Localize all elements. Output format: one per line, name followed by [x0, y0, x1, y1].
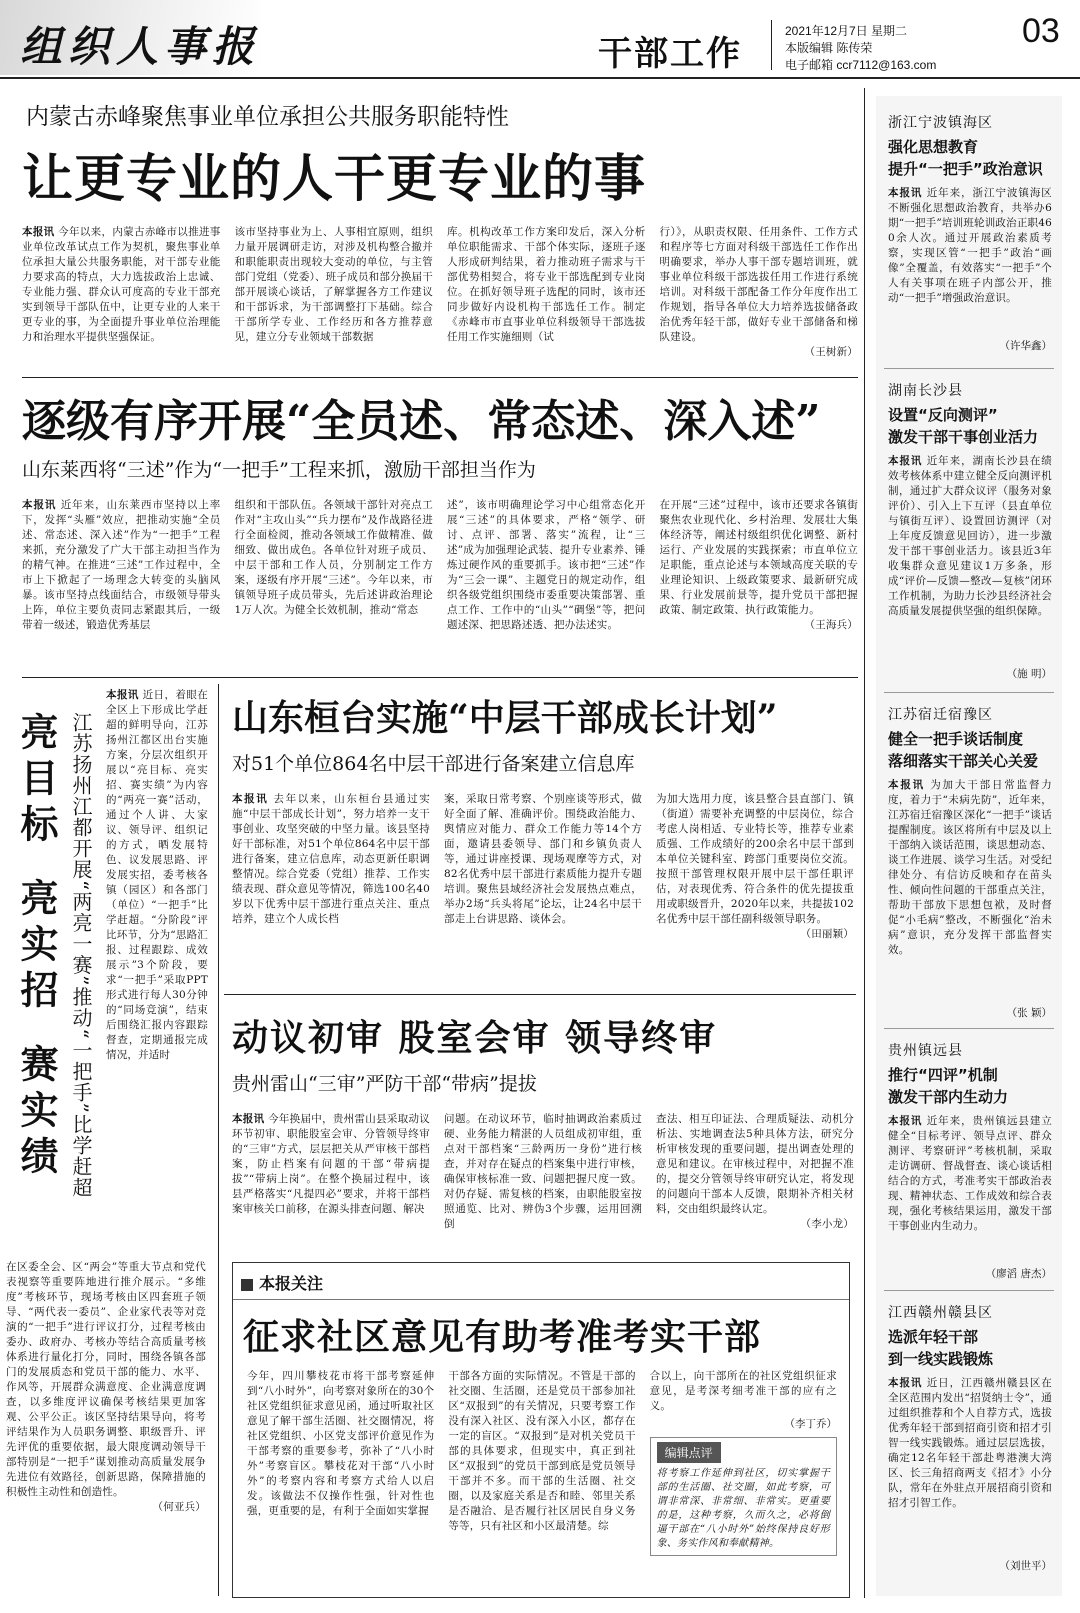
body-column: 今年，四川攀枝花市将干部考察延伸到“八小时外”，向考察对象所在的30个社区党组织征求意见函，通过听取社区意见了解干部生活圈、社交圈情况，将社区党组织、小区党支部评价意见作为干部考察的重要参考，弥补了“八小时外”考察盲区。攀枝花对干部“八小时外”的考察内容和考察方式给人以启发。该做法不仅操作性强，针对性也强，更重要的是，有利于全面如实掌握 [247, 1370, 435, 1517]
body-column [232, 1112, 430, 1267]
title-line: 健全一把手谈话制度 [888, 730, 1024, 748]
body-column-wide [6, 1260, 206, 1578]
article-title: 逐级有序开展“全员述、常态述、深入述” [22, 396, 821, 447]
body-column: 该市坚持事业为上、人事相宜原则，组织力量开展调研走访，对涉及机构整合撤并和职能职责出现较大变动的单位，与主管部门党组（党委）、班子成员和部分换届干部开展谈心谈话，了解掌握各方工作建议和干部诉求，为干部调整打下基础。综合干部所学专业、工作经历和各方推荐意见，建立分专业领域干部数据 [234, 226, 433, 343]
vertical-subtitle: 江苏扬州江都开展“两亮一赛”推动“一把手”比学赶超 [69, 712, 93, 1198]
sidebar-divider-line [884, 692, 1054, 693]
sidebar-region: 江苏宿迁宿豫区 [888, 707, 993, 723]
body-column: 库。机构改革工作方案印发后，深入分析单位职能需求、干部个体实际，逐班子逐人形成研判结果，着力推动班子需求与干部优势相契合，将专业干部选配到专业岗位。在抓好领导班子选配的同时，该市还同步做好内设机构干部选任工作。制定《赤峰市市直事业单位科级领导干部选拔任用工作实施细则（试 [447, 226, 646, 343]
title-line: 落细落实干部关心关爱 [888, 752, 1039, 770]
editor-comment-box [650, 1437, 837, 1556]
byline: （王树新） [804, 346, 858, 358]
article-body [232, 792, 854, 977]
title-part: 亮目标 [14, 712, 59, 850]
body-column [22, 225, 221, 395]
sidebar-divider-line [884, 1290, 1054, 1291]
page-number: 03 [1022, 12, 1060, 50]
section-divider [22, 377, 858, 378]
body-text: 为加大选用力度，该县整合县直部门、镇（街道）需要补充调整的中层岗位，综合考虑人岗相适、专业特长等，推荐专业素质强、工作成绩好的200余名中层干部到本单位关键科室、跨部门重要岗位交流。按照干部管理权限开展中层干部任职评估，对表现优秀、符合条件的优先提拔重用或职级晋升，2020年以来，共提拔102名优秀中层干部任副科级领导职务。 [656, 793, 854, 925]
body-column: 组织和干部队伍。各领域干部针对亮点工作对“主攻山头”“兵力摆布”及作战路径进行全面检阅，推动各领域工作做精准、做细致、做出成色。各单位针对班子成员、中层干部和工作人员，分别制定工作方案，逐级有序开展“三述”。今年以来，市镇领导班子成员带头，先后述讲政治理论1万人次。为健全长效机制，推动“常态 [234, 499, 433, 616]
byline: （刘世平） [999, 1560, 1052, 1572]
editor-comment-text: 将考察工作延伸到社区，切实掌握干部的生活圈、社交圈，如此考察，可谓非常深、非常细、非常实。更重要的是，这种考察，久而久之，必将倒逼干部在“八小时外”始终保持良好形象、务实作风和奉献精神。 [656, 1468, 830, 1549]
byline: （施 明） [1006, 668, 1052, 680]
masthead [0, 0, 1080, 75]
article-title: 动议初审 股室会审 领导终审 [232, 1017, 718, 1059]
editor-email[interactable]: 电子邮箱 ccr7112@163.com [785, 58, 937, 72]
sidebar [876, 96, 1062, 1596]
sidebar-item-zhenyuan [888, 1040, 1052, 1281]
section-divider [22, 677, 858, 678]
sidebar-text [888, 186, 1052, 336]
body-column [660, 225, 859, 395]
article-laixi [22, 385, 858, 666]
sidebar-item-changsha [888, 380, 1052, 681]
body-column [232, 792, 430, 977]
sidebar-region: 湖南长沙县 [888, 383, 963, 399]
article-title: 征求社区意见有助考准考实干部 [243, 1316, 762, 1358]
title-line: 强化思想教育 [888, 138, 979, 156]
sidebar-title [888, 1326, 1052, 1370]
issue-date: 2021年12月7日 星期二 [785, 24, 908, 38]
body-column: 案，采取日常考察、个别座谈等形式，做好全面了解、准确评价。围绕政治能力、舆情应对能力、群众工作能力等14个方面，邀请县委领导、部门和乡镇负责人等，通过讲座授课、现场观摩等方式，对82名优秀中层干部进行素质能力提升专题培训。聚焦县域经济社会发展热点难点，举办2场“兵头将尾”论坛，让24名中层干部走上台讲思路、谈体会。 [444, 793, 642, 925]
lead-label: 本报讯 [22, 226, 55, 238]
byline: （李小龙） [800, 1218, 854, 1230]
body-text: 行）》，从职责权限、任用条件、工作方式和程序等七方面对科级干部选任工作作出明确要求，举办人事干部专题培训班，就事业单位科级干部选拔任用工作进行系统培训。对科级干部配备工作分年度作出工作规划，指导各单位大力培养选拔储备政治优秀年轻干部，做好专业干部储备和梯队建设。 [659, 226, 858, 343]
body-text: 去年以来，山东桓台县通过实施“中层干部成长计划”，努力培养一支干事创业、攻坚突破的中坚力量。该县坚持好干部标准，对51个单位864名中层干部进行备案，建立信息库，动态更新任职调整情况。综合党委（党组）推荐、工作实绩表现、群众意见等情况，筛选100名40岁以下优秀中层干部进行重点关注、重点培养，建立个人成长档 [232, 793, 430, 925]
sidebar-title [888, 728, 1052, 772]
sidebar-divider-line [884, 368, 1054, 369]
title-part: 亮实招 [14, 878, 59, 1016]
masthead-rule [0, 77, 1080, 79]
sidebar-text [888, 778, 1052, 1003]
article-body [232, 1112, 854, 1267]
square-icon [241, 1279, 253, 1291]
body-column [650, 1369, 837, 1587]
article-title: 山东桓台实施“中层干部成长计划” [232, 697, 778, 739]
article-huantai [232, 690, 854, 977]
sidebar-divider [864, 88, 865, 1598]
body-text: 今年换届中，贵州雷山县采取动议环节初审、职能股室会审、分管领导终审的“三审”方式，层层把关从严审核干部档案，防止档案有问题的干部“带病提拔”“带病上岗”。在整个换届过程中，该县严格落实“凡提四必”要求，并将干部档案审核关口前移，在源头排查问题、解决 [232, 1113, 430, 1215]
lead-label: 本报讯 [888, 1377, 923, 1389]
sidebar-item-ganxian [888, 1302, 1052, 1573]
article-body [22, 225, 858, 395]
sidebar-region: 浙江宁波镇海区 [888, 115, 993, 131]
article-title: 让更专业的人干更专业的事 [22, 149, 647, 209]
body-text: 近年来，浙江宁波镇海区不断强化思想政治教育，共举办6期“一把手”培训班轮训政治正职460余人次。通过开展政治素质考察，实现区管“一把手”政治“画像”全覆盖，有效落实“一把手”个人有关事项在班子内部公开，推动“一把手”增强政治意识。 [888, 187, 1052, 304]
tag-rule [233, 1299, 849, 1300]
body-text: 在区委全会、区“两会”等重大节点和党代表视察等重要阵地进行推介展示。“多维度”考核环节，现场考核由区四套班子领导、“两代表一委员”、企业家代表等对竞演的“一把手”进行评议打分，过程考核由委办、政府办、考核办等结合高质量考核体系进行量化打分，同时，围绕各镇各部门的发展质态和党员干部的能力、水平、作风等，开展群众满意度、企业满意度调查，以多维度评议确保考核结果更加客观、公平公正。该区坚持结果导向，将考评结果作为人员职务调整、职级晋升、评先评优的重要依据，最大限度调动领导干部特别是“一把手”谋划推动高质量发展争先进位有效路径，创新思路，保障措施的积极性主动性和创造性。 [6, 1261, 206, 1498]
body-column: 问题。在动议环节，临时抽调政治素质过硬、业务能力精湛的人员组成初审组，重点对干部档案“三龄两历一身份”进行核查，并对存在疑点的档案集中进行审核，确保审核标准一致、问题把握尺度一致。对仍存疑、需复核的档案，由职能股室按照通览、比对、辨伪3个步骤，运用回溯倒 [444, 1113, 642, 1230]
sidebar-region: 贵州镇远县 [888, 1043, 963, 1059]
sidebar-text [888, 1376, 1052, 1556]
lead-label: 本报讯 [888, 187, 923, 199]
body-text: 在开展“三述”过程中，该市还要求各镇街聚焦农业现代化、乡村治理、发展壮大集体经济等，阐述村级组织优化调整、新村运行、产业发展的实践探索；市直单位立足职能，重点论述与本领域高度关联的专业理论知识、上级政策要求、最新研究成果、行业发展前景等，提升党员干部把握政策、制定政策、执行政策能力。 [659, 499, 858, 616]
body-text: 近日，江西赣州赣县区在全区范围内发出“招贤纳士令”，通过组织推荐和个人自荐方式，选拔优秀年轻干部到招商引资和招才引智一线实践锻炼。通过层层选拔，确定12名年轻干部赴粤港澳大湾区、长三角招商两支《招才》小分队，常年在外驻点开展招商引资和招才引智工作。 [888, 1377, 1052, 1509]
masthead-divider [771, 20, 772, 70]
title-line: 推行“四评”机制 [888, 1066, 998, 1084]
article-subtitle: 山东莱西将“三述”作为“一把手”工程来抓，激励干部担当作为 [22, 459, 536, 481]
body-column [656, 1112, 854, 1267]
lead-label: 本报讯 [106, 689, 139, 701]
column-divider [218, 684, 219, 1596]
article-jiangdu [6, 688, 214, 1596]
lead-label: 本报讯 [22, 499, 57, 511]
tag-label: 本报关注 [259, 1274, 324, 1293]
byline: （许华鑫） [999, 340, 1052, 352]
lead-label: 本报讯 [232, 793, 269, 805]
body-column [656, 792, 854, 977]
title-line: 激发干部内生动力 [888, 1088, 1009, 1106]
body-text: 近日，着眼在全区上下形成比学赶超的鲜明导向，江苏扬州江都区出台实施方案，分层次组织开展以“亮目标、亮实招、赛实绩”为内容的“两亮一赛”活动，通过个人讲、大家议、领导评、组织记的方式，晒发展特色、议发展思路、评发展实招，委考核各镇（园区）和各部门（单位）“一把手”比学赶超。“分阶段”评比环节，分为“思路汇报、过程跟踪、成效展示”3个阶段，要求“一把手”采取PPT形式进行每人30分钟的“同场竞演”，结束后围绕汇报内容跟踪督查，定期通报完成情况，并适时 [106, 689, 208, 1061]
article-body [22, 498, 858, 666]
body-column [660, 498, 859, 666]
body-column [22, 498, 221, 666]
title-line: 到一线实践锻炼 [888, 1350, 994, 1368]
title-part: 赛实绩 [14, 1044, 59, 1182]
body-column: 干部各方面的实际情况。不管是干部的社交圈、生活圈，还是党员干部参加社区“双报到”的有关情况，只要考察工作没有深入社区、没有深入小区，都存在一定的盲区。“双报到”是对机关党员干部的具体要求，但现实中，真正到社区“双报到”的党员干部到底是党员领导干部并不多。而干部的生活圈、社交圈，以及家庭关系是否和睦、邻里关系是否融洽、是否履行社区居民自身义务等等，只有社区和小区最清楚。综 [448, 1370, 636, 1532]
byline: （张 颖） [1006, 1007, 1052, 1019]
byline: （廖滔 唐杰） [985, 1268, 1052, 1280]
sidebar-divider-line [884, 1028, 1054, 1029]
body-text: 今年以来，内蒙古赤峰市以推进事业单位改革试点工作为契机，聚焦事业单位承担大量公共服务职能，对干部专业能力要求高的特点，大力选拔政治上忠诚、专业能力强、群众认可度高的专业干部充实到领导干部队伍中，让更专业的人来干更专业的事，为全面提升事业单位治理能力和治理水平提供坚强保证。 [22, 226, 221, 343]
sidebar-text [888, 1114, 1052, 1264]
byline: （何亚兵） [152, 1501, 206, 1513]
section-divider [224, 994, 856, 995]
sidebar-title [888, 404, 1052, 448]
lead-label: 本报讯 [888, 455, 923, 467]
article-panzhihua-box [232, 1262, 850, 1598]
title-line: 设置“反向测评” [888, 406, 998, 424]
body-column: 述”，该市明确理论学习中心组常态化开展“三述”的具体要求，严格“领学、研讨、点评、部署、落实”流程，让“三述”成为加强理论武装、提升专业素养、锤炼过硬作风的重要抓手。该市把“三述”作为“三会一课”、主题党日的规定动作，组织各级党组织围绕市委重要决策部署、重点工作、工作中的“山头”“碉堡”等，把问题述深、把思路述透、把办法述实。 [447, 499, 646, 631]
lead-label: 本报讯 [888, 1115, 923, 1127]
body-text: 近年来，贵州镇远县建立健全“目标考评、领导点评、群众测评、考察研评”考核机制，采取走访调研、督战督查、谈心谈话相结合的方式，考准考实干部政治表现、精神状态、工作成效和综合表现，强化考核结果运用，激发干部干事创业内生动力。 [888, 1115, 1052, 1232]
editor-comment-label: 编辑点评 [657, 1442, 721, 1463]
article-body [247, 1369, 837, 1587]
title-line: 激发干部干事创业活力 [888, 428, 1039, 446]
sidebar-title [888, 1064, 1052, 1108]
body-text: 合以上，向干部所在的社区党组织征求意见，是考深考细考准干部的应有之义。 [649, 1370, 837, 1412]
lead-label: 本报讯 [888, 779, 926, 791]
body-text: 近年来，湖南长沙县在绩效考核体系中建立健全反向测评机制，通过扩大群众议评（服务对象评价）、引入上下互评（县直单位与镇街互评）、设置回访测评（对上年度反馈意见回访），进一步激发干部干事创业活力。该县近3年收集群众意见建议1万多条，形成“评价—反馈—整改—复核”闭环工作机制，为助力长沙县经济社会高质量发展提供坚强的组织保障。 [888, 455, 1052, 617]
title-line: 选派年轻干部 [888, 1328, 979, 1346]
byline: （王海兵） [804, 619, 858, 631]
vertical-title [12, 712, 60, 1182]
byline: （田丽颖） [800, 928, 854, 940]
body-column-narrow [106, 688, 208, 1258]
focus-tag [241, 1271, 323, 1294]
sidebar-item-zhenhai [888, 112, 1052, 353]
title-line: 提升“一把手”政治意识 [888, 160, 1043, 178]
article-subtitle: 贵州雷山“三审”严防干部“带病”提拔 [232, 1073, 537, 1095]
article-kicker: 内蒙古赤峰聚焦事业单位承担公共服务职能特性 [26, 104, 509, 130]
body-text: 查法、相互印证法、合理质疑法、动机分析法、实地调查法5种具体方法，研究分析审核发现的重要问题，提出调查处理的意见和建议。在审核过程中，对把握不准的，提交分管领导终审研究认定，将发现的问题向干部本人反馈，限期补齐相关材料，交由组织最终认定。 [656, 1113, 854, 1215]
sidebar-title [888, 136, 1052, 180]
lead-label: 本报讯 [232, 1113, 265, 1125]
byline: （李丁乔） [784, 1418, 837, 1430]
body-text: 为加大干部日常监督力度，着力于“未病先防”，近年来，江苏宿迁宿豫区深化“一把手”谈话提醒制度。该区将所有中层及以上干部纳入谈话范围，谈思想动态、谈工作进展、谈学习生活。对受纪律处分、有信访反映和存在苗头性、倾向性问题的干部重点关注，帮助干部放下思想包袱，及时督促“小毛病”整改，不断强化“治未病”意识，充分发挥干部监督实效。 [888, 779, 1052, 956]
article-chifeng [22, 98, 858, 395]
sidebar-text [888, 454, 1052, 664]
page-editor: 本版编辑 陈传荣 [785, 41, 873, 55]
body-text: 近年来，山东莱西市坚持以上率下，发挥“头雁”效应，把推动实施“全员述、常态述、深入述”作为“一把手”工程来抓，充分激发了广大干部主动担当作为的精气神。在推进“三述”工作过程中，全市上下掀起了一场理念大转变的头脑风暴。该市坚持点线面结合，市级领导带头上阵，单位主要负责同志紧跟其后，一级带着一级述，锻造优秀基层 [22, 499, 221, 631]
article-leishan [232, 1010, 854, 1267]
article-subtitle: 对51个单位864名中层干部进行备案建立信息库 [232, 753, 635, 775]
sidebar-item-suyu [888, 704, 1052, 1020]
paper-name: 组织人事报 [20, 22, 261, 71]
section-name: 干部工作 [598, 34, 742, 74]
sidebar-region: 江西赣州赣县区 [888, 1305, 993, 1321]
